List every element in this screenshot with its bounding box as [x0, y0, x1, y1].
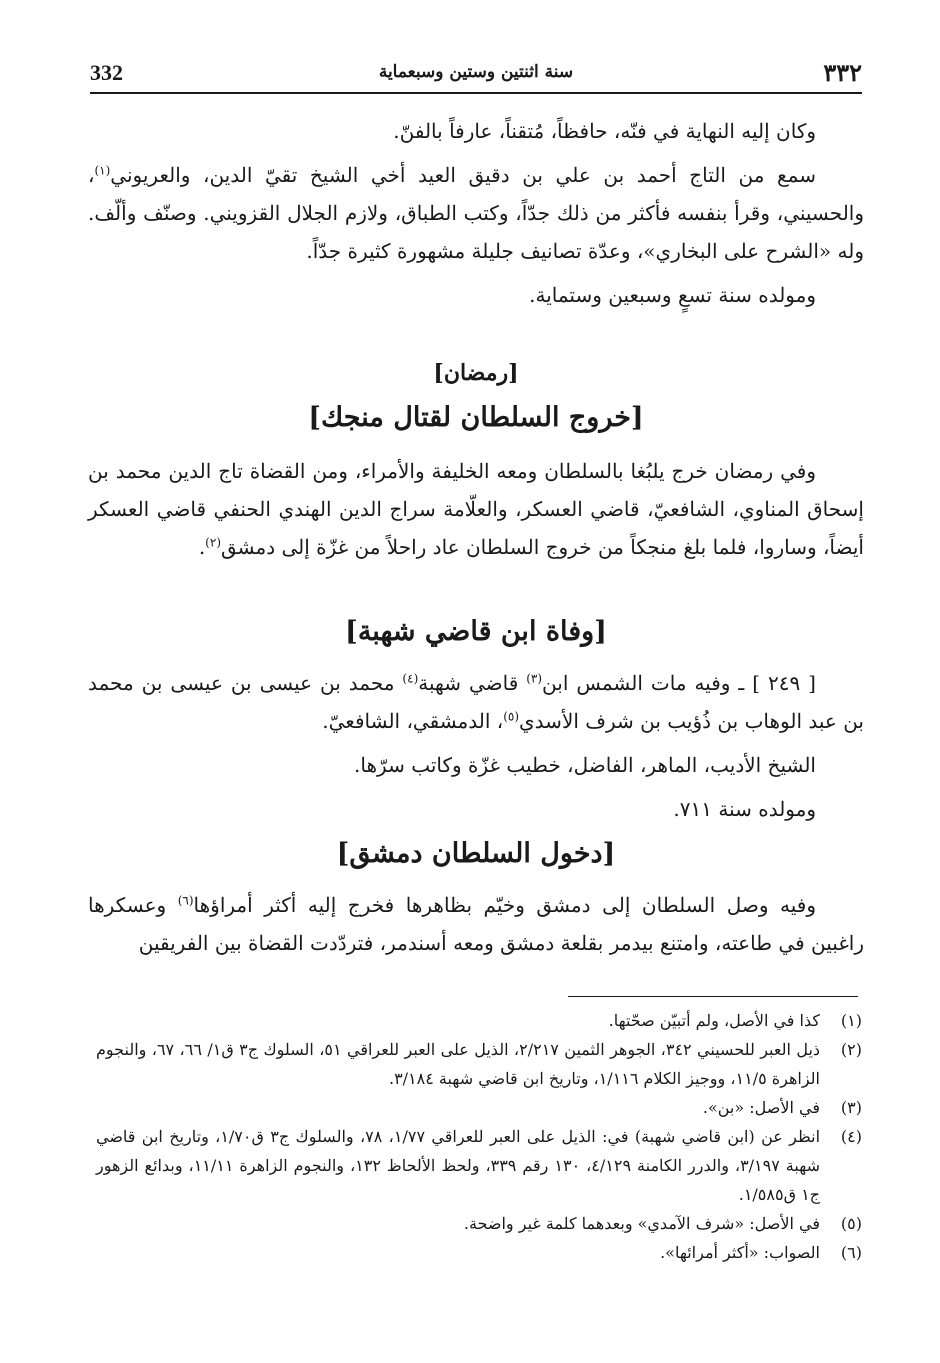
section-text — [88, 886, 864, 968]
text-span: وفي رمضان خرج يلبُغا بالسلطان ومعه الخليفة والأمراء، ومن القضاة تاج الدين محمد بن إسحاق المناوي، الشافعيّ، قاضي العسكر، والعلّامة سراج الدين الهندي الحنفي قاضي العسكر أيضاً، وساروا، فلما بلغ منجكاً من خروج السلطان عاد راحلاً من غزّة إلى دمشق — [88, 459, 864, 559]
text-span: [ ٢٤٩ ] ـ وفيه مات الشمس ابن — [542, 671, 816, 695]
top-biography-text — [88, 112, 864, 320]
text-span: وعسكرها راغبين في طاعته، وامتنع بيدمر بقلعة دمشق ومعه أسندمر، فتردّدت القضاة بين الفريقين — [88, 893, 864, 955]
footnote-ref: (٢) — [205, 535, 221, 550]
text-span: ، الدمشقي، الشافعيّ. — [322, 709, 504, 733]
paragraph: ومولده سنة ٧١١. — [673, 797, 816, 821]
text-span: قاضي شهبة — [418, 671, 527, 695]
footnote-number: (٥) — [840, 1214, 862, 1233]
footnote-divider — [568, 996, 858, 997]
footnote-text: الصواب: «أكثر أمرائها». — [660, 1243, 820, 1262]
footnote-number: (٤) — [840, 1127, 862, 1146]
text-span: سمع من التاج أحمد بن علي بن دقيق العيد أخي الشيخ تقيّ الدين، والعريوني — [110, 163, 816, 187]
footnote-number: (١) — [840, 1011, 862, 1030]
text-span: ، والحسيني، وقرأ بنفسه فأكثر من ذلك جدّاً، وكتب الطباق، ولازم الجلال القزويني. وصنّف وألّف. وله «الشرح على البخاري»، وعدّة تصانيف جليلة مشهورة كثيرة جدّاً. — [88, 163, 864, 263]
section-heading: [وفاة ابن قاضي شهبة] — [345, 616, 607, 647]
running-title: سنة اثنتين وستين وسبعماية — [378, 62, 574, 82]
footnote-item — [96, 1209, 862, 1238]
footnote-number: (٦) — [840, 1243, 862, 1262]
paragraph — [88, 886, 864, 962]
footnote-text: انظر عن (ابن قاضي شهبة) في: الذيل على العبر للعراقي ١/٧٧، ٧٨، والسلوك ج٣ ق١/٧٠، وتاريخ ابن قاضي شهبة ٣/١٩٧، والدرر الكامنة ٤/١٢٩، ١٣٠ رقم ٣٣٩، ولحظ الألحاظ ١٣٢، والنجوم الزاهرة ١١/١١، وبدائع الزهور ج١ ق١/٥٨٥. — [96, 1127, 821, 1204]
page-number-latin: 332 — [90, 60, 123, 85]
footnote-item — [96, 1238, 862, 1267]
paragraph — [88, 664, 864, 740]
footnote-text: في الأصل: «شرف الآمدي» وبعدهما كلمة غير واضحة. — [463, 1214, 820, 1233]
text-span: وفيه وصل السلطان إلى دمشق وخيّم بظاهرها فخرج إليه أكثر أمراؤها — [193, 893, 817, 917]
footnote-text: كذا في الأصل، ولم أتبيّن صحّتها. — [608, 1011, 820, 1030]
footnotes — [96, 1006, 862, 1267]
footnote-number: (٣) — [840, 1098, 862, 1117]
footnote-item — [96, 1006, 862, 1035]
footnote-text: في الأصل: «بن». — [702, 1098, 820, 1117]
footnote-ref: (٦) — [177, 893, 194, 908]
footnote-ref: (٤) — [402, 671, 419, 686]
paragraph: ومولده سنة تسعٍ وسبعين وستماية. — [529, 283, 816, 307]
text-span: . — [198, 535, 206, 559]
footnote-ref: (٣) — [526, 671, 543, 686]
section-heading: [خروج السلطان لقتال منجك] — [308, 402, 644, 433]
footnote-ref: (١) — [94, 163, 111, 178]
section-text — [88, 452, 864, 572]
page-number-arabic: ٣٣٢ — [823, 58, 862, 87]
section-text — [88, 664, 864, 834]
footnote-item — [96, 1035, 862, 1093]
ramadan-heading: [رمضان] — [433, 360, 519, 386]
paragraph: وكان إليه النهاية في فنّه، حافظاً، مُتقناً، عارفاً بالفنّ. — [393, 119, 816, 143]
page-header — [90, 58, 862, 94]
footnote-text: ذيل العبر للحسيني ٣٤٢، الجوهر الثمين ٢/٢١٧، الذيل على العبر للعراقي ٥١، السلوك ج٣ ق١/ ٦٦، ٦٧، والنجوم الزاهرة ١١/٥، ووجيز الكلام ١/١١٦، وتاريخ ابن قاضي شهبة ٣/١٨٤. — [96, 1040, 821, 1088]
footnote-item — [96, 1093, 862, 1122]
paragraph — [88, 452, 864, 566]
footnote-item — [96, 1122, 862, 1209]
footnote-number: (٢) — [840, 1040, 862, 1059]
paragraph: الشيخ الأديب، الماهر، الفاضل، خطيب غزّة وكاتب سرّها. — [354, 753, 816, 777]
text-span: محمد بن عيسى بن عيسى بن محمد بن عبد الوهاب بن ذُؤيب بن شرف الأسدي — [88, 671, 864, 733]
paragraph — [88, 156, 864, 270]
section-heading: [دخول السلطان دمشق] — [336, 838, 616, 869]
footnote-ref: (٥) — [503, 709, 520, 724]
